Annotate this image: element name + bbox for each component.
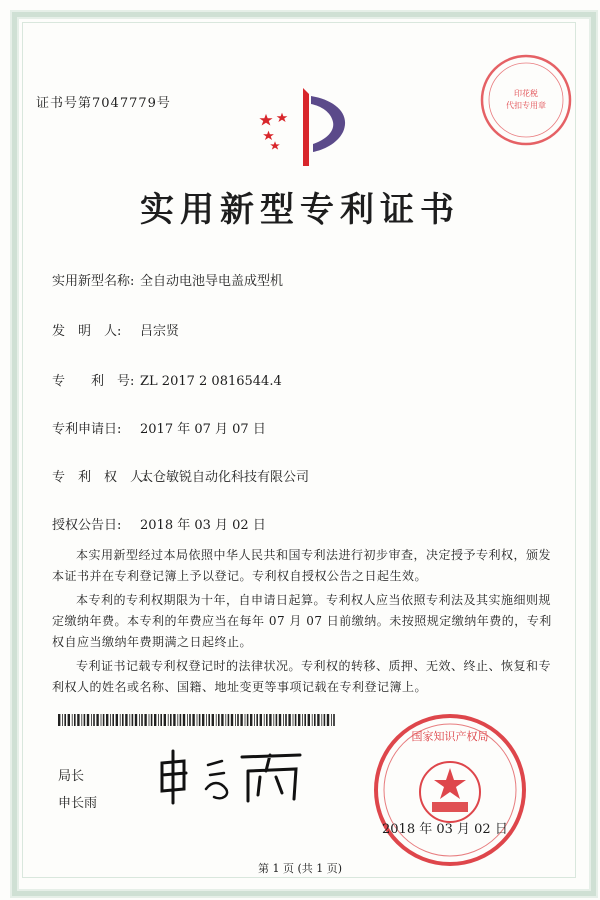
paragraph-legal-status: 专利证书记载专利权登记时的法律状况。专利权的转移、质押、无效、终止、恢复和专利权人的姓名或名称、国籍、地址变更等事项记载在专利登记簿上。 bbox=[52, 659, 552, 694]
field-grant-date bbox=[52, 514, 266, 533]
svg-text:国家知识产权局: 国家知识产权局 bbox=[411, 730, 489, 743]
field-value: ZL 2017 2 0816544.4 bbox=[140, 374, 282, 389]
tax-stamp-seal bbox=[478, 52, 574, 148]
field-value: 太仓敏锐自动化科技有限公司 bbox=[140, 470, 310, 485]
paragraph-grant: 本实用新型经过本局依照中华人民共和国专利法进行初步审查，决定授予专利权，颁发本证书并在专利登记簿上予以登记。专利权自授权公告之日起生效。 bbox=[52, 548, 552, 583]
field-patent-number bbox=[52, 370, 282, 389]
handwritten-signature bbox=[150, 745, 310, 805]
field-value: 2017 年 07 月 07 日 bbox=[140, 422, 266, 437]
svg-text:代扣专用章: 代扣专用章 bbox=[506, 101, 546, 110]
field-label: 发 明 人: bbox=[52, 324, 122, 339]
certificate-number: 证书号第7047779号 bbox=[36, 96, 171, 111]
signatory-role: 局长 bbox=[58, 769, 85, 784]
field-patentee bbox=[52, 466, 309, 485]
field-label: 专利申请日: bbox=[52, 422, 122, 437]
cnipa-logo-icon bbox=[255, 82, 355, 172]
field-application-date bbox=[52, 418, 266, 437]
field-value: 吕宗贤 bbox=[140, 324, 180, 339]
field-value: 全自动电池导电盖成型机 bbox=[140, 274, 284, 289]
page-footer: 第 1 页 (共 1 页) bbox=[257, 862, 343, 875]
field-label: 专 利 权 人: bbox=[52, 470, 148, 485]
paragraph-term: 本专利的专利权期限为十年，自申请日起算。专利权人应当依照专利法及其实施细则规定缴纳年费。本专利的年费应当在每年 07 月 07 日前缴纳。未按照规定缴纳年费的，专利权自应当缴纳年费期满之日起终止。 bbox=[52, 593, 552, 649]
signatory-name: 申长雨 bbox=[58, 796, 98, 811]
certificate-title: 实用新型专利证书 bbox=[140, 190, 460, 230]
national-ip-office-seal bbox=[370, 710, 530, 870]
field-value: 2018 年 03 月 02 日 bbox=[140, 518, 266, 533]
field-label: 实用新型名称: bbox=[52, 274, 135, 289]
barcode bbox=[58, 714, 338, 726]
field-label: 授权公告日: bbox=[52, 518, 122, 533]
svg-text:印花税: 印花税 bbox=[514, 89, 538, 98]
field-inventor bbox=[52, 320, 179, 339]
seal-date: 2018 年 03 月 02 日 bbox=[382, 822, 508, 837]
field-utility-model-name bbox=[52, 270, 283, 289]
field-label: 专 利 号: bbox=[52, 374, 135, 389]
